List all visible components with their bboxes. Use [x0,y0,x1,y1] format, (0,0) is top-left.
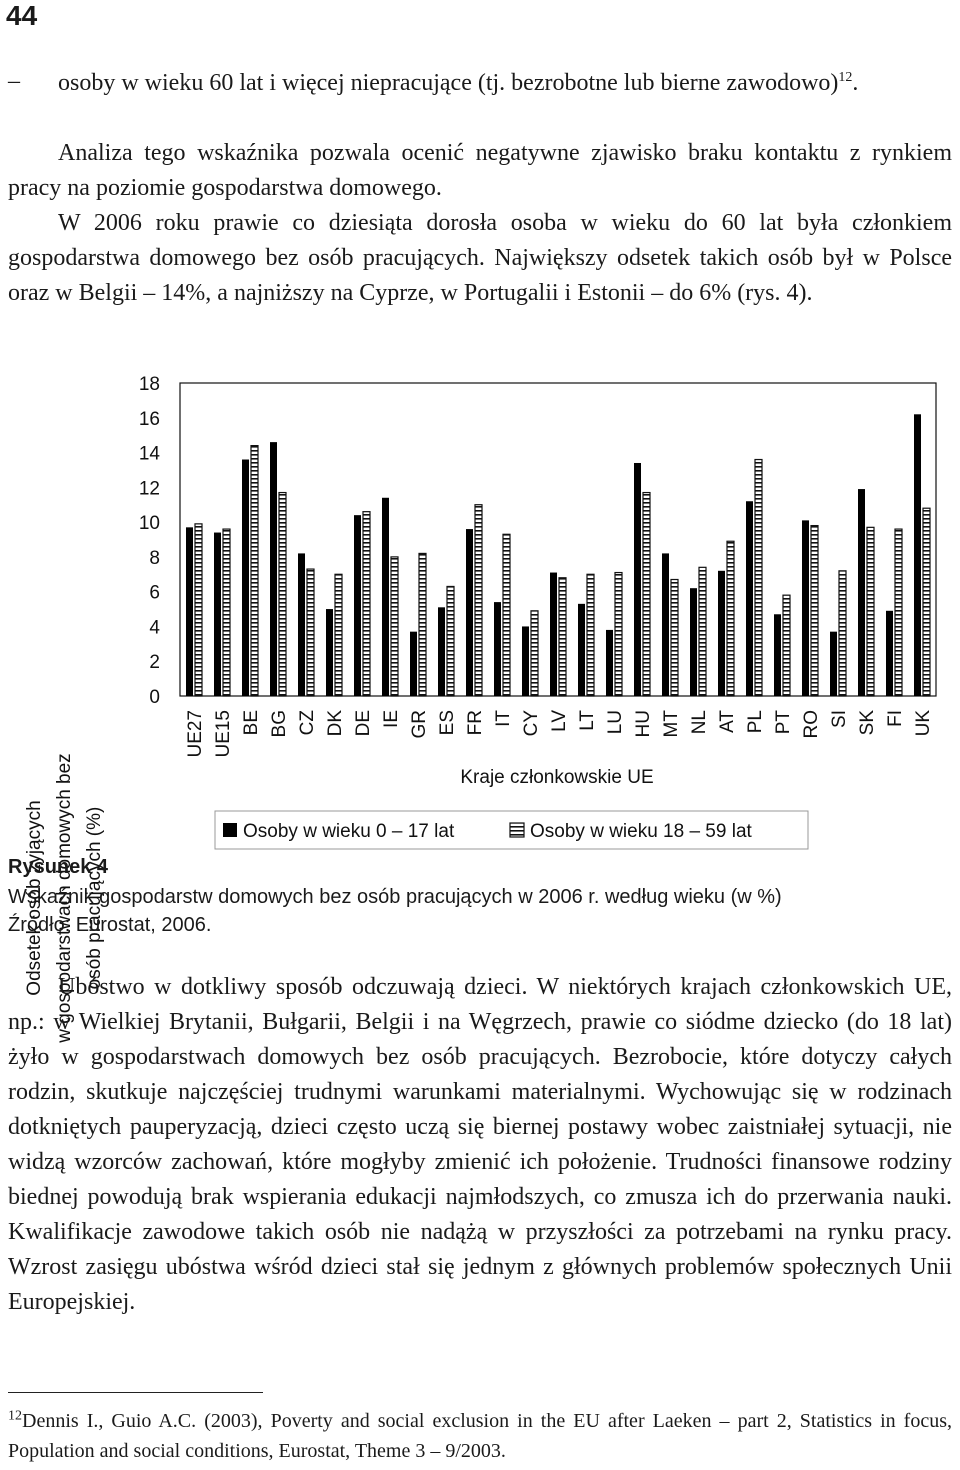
paragraph-analysis: Analiza tego wskaźnika pozwala ocenić negatywne zjawisko braku kontaktu z rynkiem pracy na poziomie gospodarstwa domowego. [8,140,952,201]
x-tick-label-si: SI [829,710,850,728]
x-tick-label-pt: PT [773,710,794,735]
bar-ue15-18-59 [223,529,230,696]
footnote-number: 12 [8,1408,22,1424]
x-tick-label-gr: GR [409,710,430,739]
bar-fi-0-17 [886,611,893,696]
bar-si-0-17 [830,632,837,696]
x-tick-label-lu: LU [605,710,626,735]
y-tick-label: 6 [149,582,160,604]
bar-lv-18-59 [559,578,566,696]
y-axis-label-line2: w gospodarstwach domowych bez [54,753,75,1043]
bar-at-0-17 [718,571,725,696]
bar-bg-18-59 [279,493,286,696]
paragraph-children-poverty: Ubóstwo w dotkliwy sposób odczuwają dzieci. W niektórych krajach członkowskich UE, np.: w Wielkiej Brytanii, Bułgarii, Belgii i na Węgrzech, prawie co siódme dziecko (do 18 lat) żyło w gospodarstwach domowych bez osób pracujących. Bezrobocie, które dotyczy całych rodzin, skutkuje najczęściej trudnymi warunkami materialnymi. Wychowując się w rodzinach dotkniętych pauperyzacją, dzieci często uczą się biernej postawy wobec zaistniałej sytuacji, nie widzą wzorców zachowań, które mogłyby zmienić ich położenie. Trudności finansowe rodziny biednej powodują brak wspierania edukacji najmłodszych, co zmusza ich do przerwania nauki. Kwalifikacje zawodowe takich osób nie nadążą w przyszłości za potrzebami na rynku pracy. Wzrost zasięgu ubóstwa wśród dzieci stał się jednym z głównych problemów społecznych Unii Europejskiej. [8,974,952,1315]
x-tick-label-lv: LV [549,710,570,732]
bar-pt-0-17 [774,614,781,696]
bar-cy-18-59 [531,611,538,696]
y-axis-label-line1: Odsetek osób żyjących [24,800,45,996]
paragraph-age-60-text: osoby w wieku 60 lat i więcej niepracujące (tj. bezrobotne lub bierne zawodowo) [58,70,839,96]
bar-it-0-17 [494,602,501,696]
bar-fr-0-17 [466,529,473,696]
bar-uk-0-17 [914,414,921,696]
bar-lu-0-17 [606,630,613,696]
x-axis-ticks [185,710,934,758]
y-axis-label-line3: osób pracujących (%) [84,806,105,990]
y-tick-label: 0 [149,687,160,708]
bars-group [186,414,930,696]
legend [215,811,808,849]
footnote-separator [8,1392,263,1393]
bar-lu-18-59 [615,573,622,696]
bar-bg-0-17 [270,442,277,696]
bar-ie-0-17 [382,498,389,696]
legend-label-0-17: Osoby w wieku 0 – 17 lat [243,821,455,842]
bar-hu-0-17 [634,463,641,696]
legend-label-18-59: Osoby w wieku 18 – 59 lat [530,821,752,842]
bar-uk-18-59 [923,508,930,696]
x-tick-label-lt: LT [577,710,598,731]
bar-cz-0-17 [298,553,305,696]
bar-ue27-0-17 [186,527,193,696]
x-tick-label-dk: DK [325,710,346,737]
bar-sk-0-17 [858,489,865,696]
bar-hu-18-59 [643,493,650,696]
y-tick-label: 8 [149,547,160,569]
legend-swatch-0-17 [223,823,237,837]
y-tick-label: 16 [138,408,160,430]
footnote-ref: 12 [838,70,853,85]
bar-ie-18-59 [391,557,398,696]
legend-swatch-18-59 [510,823,524,837]
footnote [8,1406,952,1466]
x-tick-label-nl: NL [689,710,710,735]
bar-pl-0-17 [746,501,753,696]
bar-es-18-59 [447,586,454,696]
x-tick-label-cy: CY [521,710,542,737]
y-tick-label: 4 [149,617,160,639]
x-tick-label-sk: SK [857,710,878,736]
bar-it-18-59 [503,534,510,696]
bar-dk-0-17 [326,609,333,696]
y-tick-label: 2 [149,652,160,674]
figure-title: Wskaźnik gospodarstw domowych bez osób pracujących w 2006 r. według wieku (w %) [8,886,782,908]
bar-cy-0-17 [522,626,529,696]
x-tick-label-ie: IE [381,710,402,728]
bar-mt-0-17 [662,553,669,696]
x-axis-label: Kraje członkowskie UE [460,767,654,788]
x-tick-label-uk: UK [913,710,934,737]
bar-sk-18-59 [867,527,874,696]
bar-fr-18-59 [475,505,482,696]
bar-ue15-0-17 [214,533,221,696]
y-tick-label: 14 [138,443,160,465]
x-tick-label-ue15: UE15 [213,710,234,758]
bar-nl-18-59 [699,567,706,696]
bar-lt-18-59 [587,574,594,696]
paragraph-age-60-end: . [852,70,859,96]
bar-pl-18-59 [755,460,762,696]
bar-be-0-17 [242,460,249,696]
bar-gr-18-59 [419,553,426,696]
list-dash: – [8,68,20,94]
x-tick-label-be: BE [241,710,262,736]
bar-nl-0-17 [690,588,697,696]
paragraph-2006: W 2006 roku prawie co dziesiąta dorosła osoba w wieku do 60 lat była członkiem gospodarstwa domowego bez osób pracujących. Największy odsetek takich osób był w Polsce oraz w Belgii – 14%, a najniższy na Cyprze, w Portugalii i Estonii – do 6% (rys. 4). [8,210,952,306]
x-tick-label-de: DE [353,710,374,737]
bar-ro-18-59 [811,526,818,696]
x-tick-label-es: ES [437,710,458,736]
bar-fi-18-59 [895,529,902,696]
bar-pt-18-59 [783,595,790,696]
y-tick-label: 12 [138,478,160,500]
bar-de-18-59 [363,512,370,696]
bar-lv-0-17 [550,573,557,696]
bar-ro-0-17 [802,520,809,696]
bar-si-18-59 [839,571,846,696]
bar-be-18-59 [251,446,258,696]
x-tick-label-fi: FI [885,710,906,727]
x-tick-label-ue27: UE27 [185,710,206,758]
bar-mt-18-59 [671,579,678,696]
y-axis-ticks [139,374,161,708]
figure-label: Rysunek 4 [8,856,109,878]
bar-es-0-17 [438,607,445,696]
bar-lt-0-17 [578,604,585,696]
x-tick-label-at: AT [717,710,738,733]
x-tick-label-mt: MT [661,710,682,738]
bar-cz-18-59 [307,569,314,696]
paragraph-age-60 [8,66,952,101]
x-tick-label-pl: PL [745,710,766,734]
y-tick-label: 10 [138,513,160,535]
bar-at-18-59 [727,541,734,696]
x-tick-label-it: IT [493,710,514,727]
bar-dk-18-59 [335,574,342,696]
page-number: 44 [6,0,38,31]
x-tick-label-bg: BG [269,710,290,738]
bar-gr-0-17 [410,632,417,696]
bar-de-0-17 [354,515,361,696]
x-tick-label-fr: FR [465,710,486,736]
figure-source: Źródło: Eurostat, 2006. [8,914,212,936]
plot-area [180,383,936,696]
bar-ue27-18-59 [195,524,202,696]
x-tick-label-hu: HU [633,710,654,738]
footnote-text: Dennis I., Guio A.C. (2003), Poverty and social exclusion in the EU after Laeken – part 2, Statistics in focus, Population and social conditions, Eurostat, Theme 3 – 9/2003. [8,1410,952,1462]
x-tick-label-cz: CZ [297,710,318,736]
x-tick-label-ro: RO [801,710,822,739]
y-tick-label: 18 [138,374,160,395]
